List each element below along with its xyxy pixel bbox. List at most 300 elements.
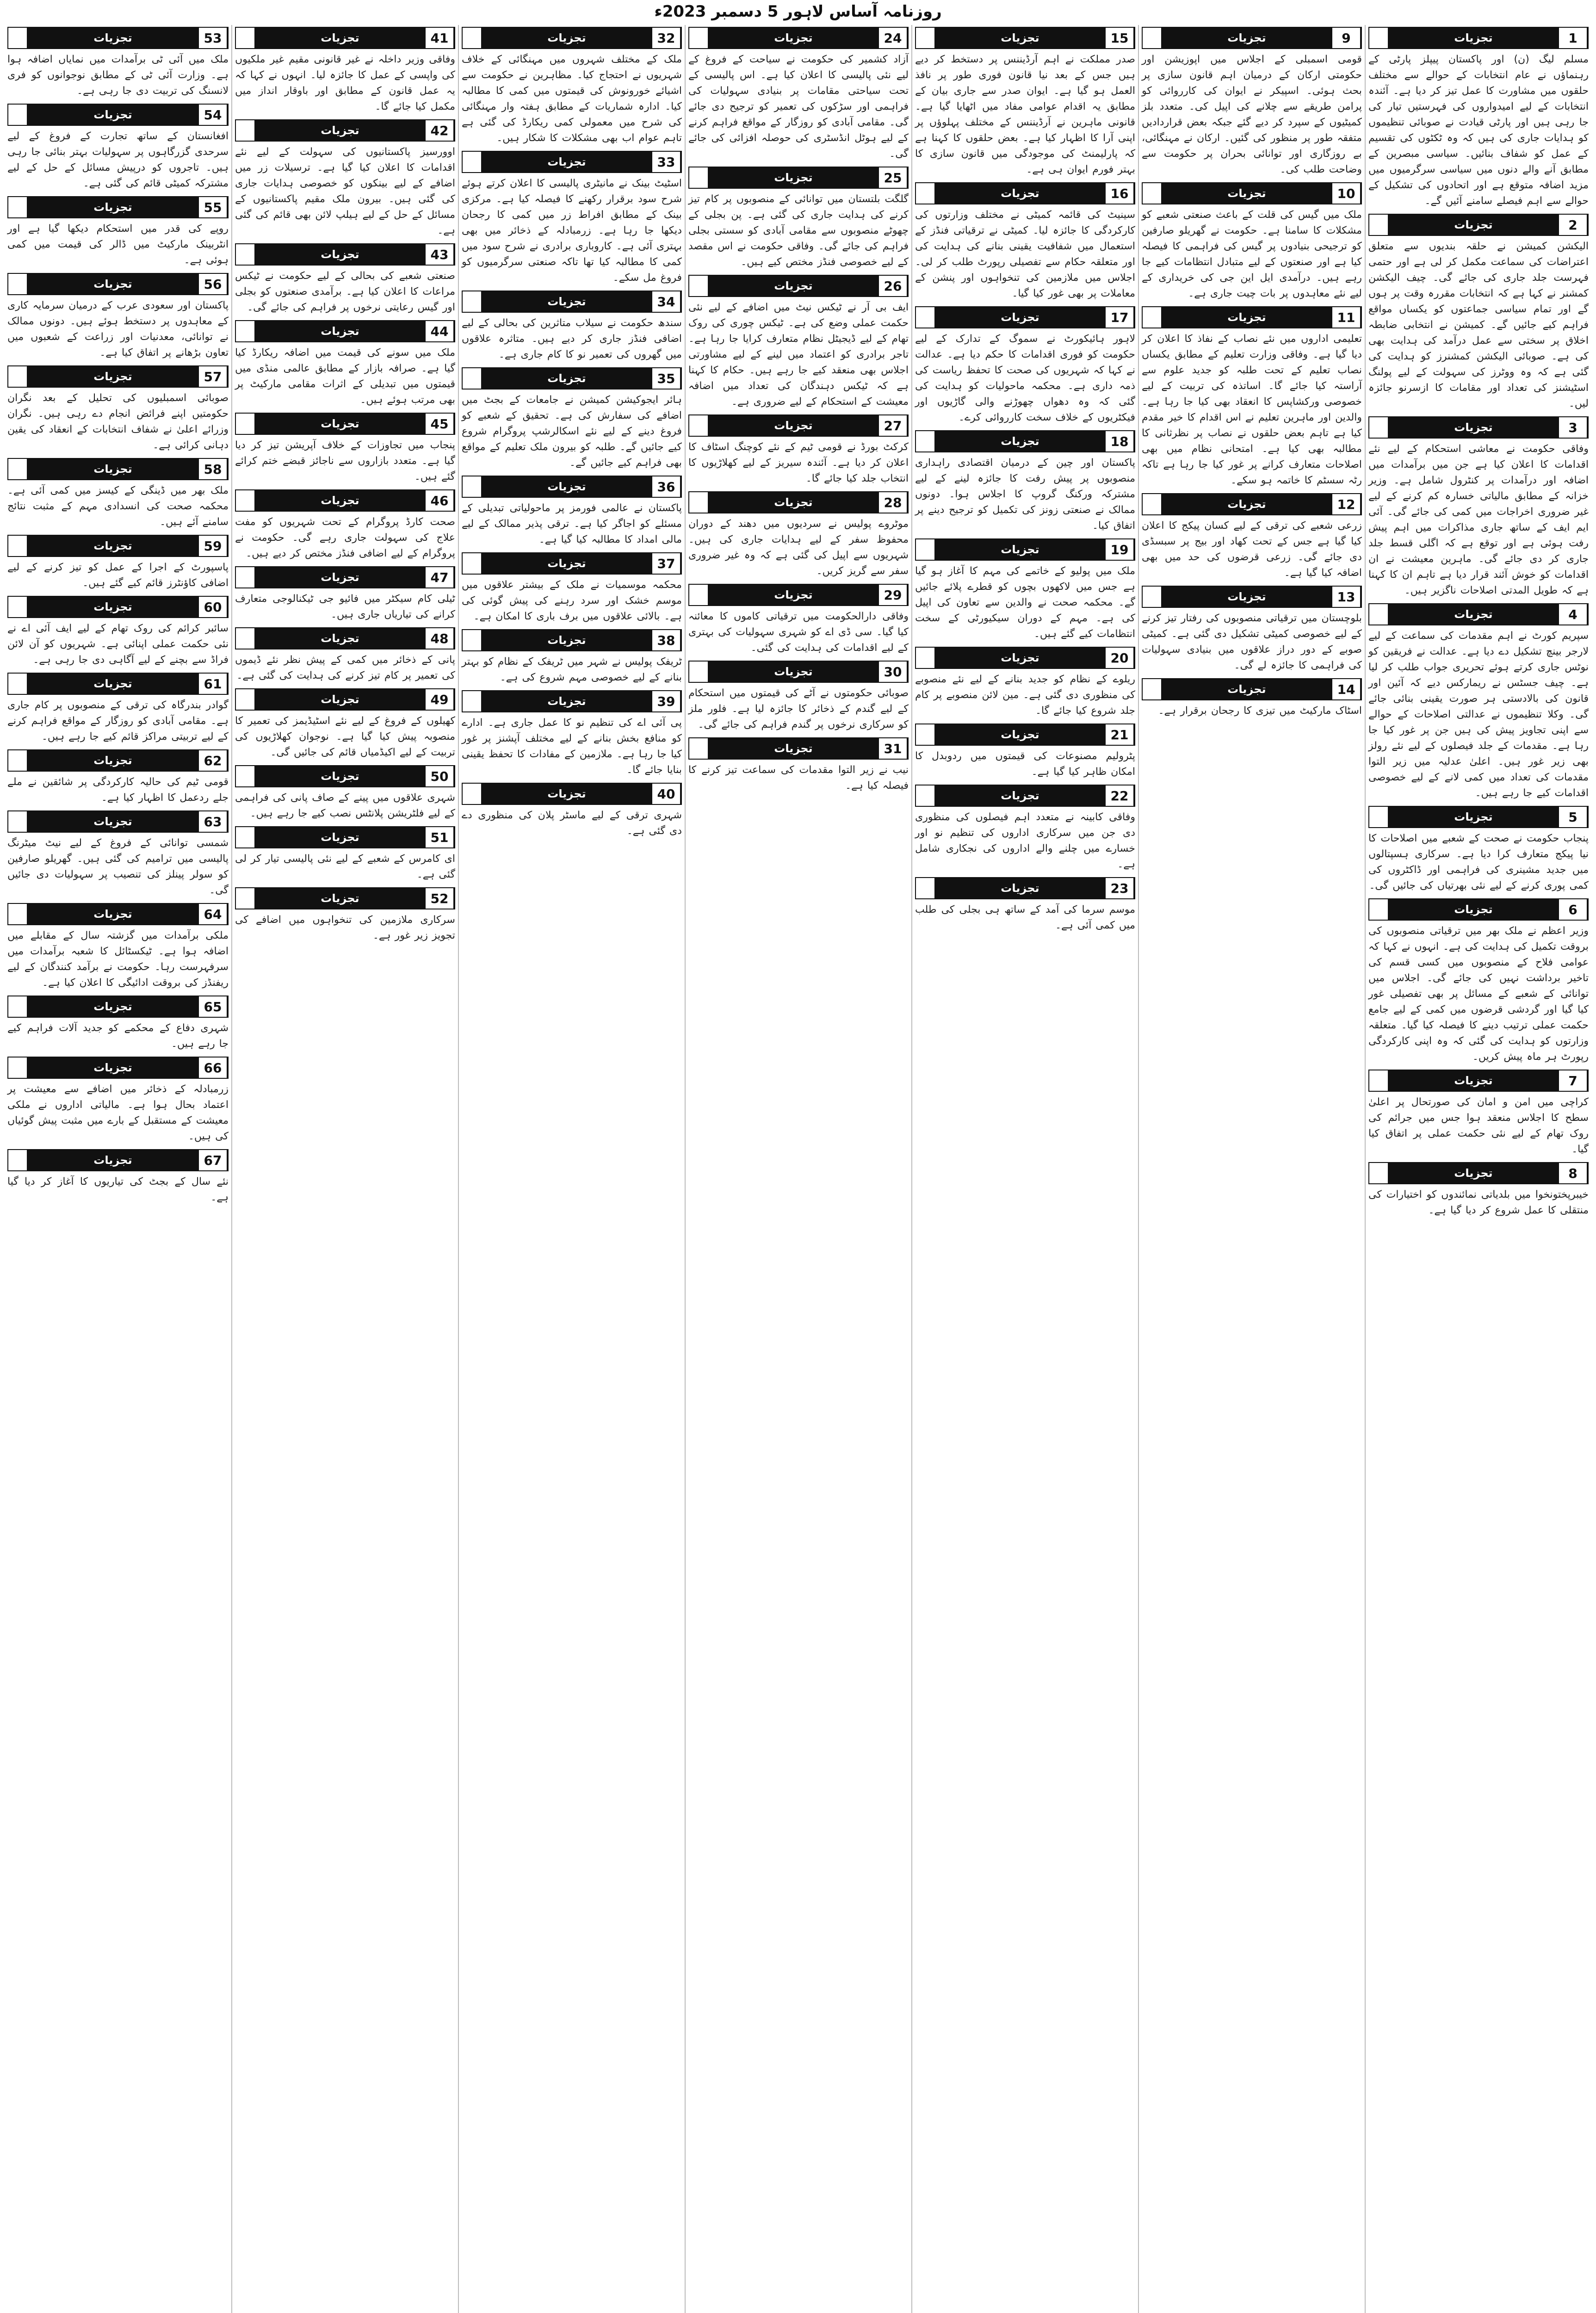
news-item-text: پاکستان اور سعودی عرب کے درمیان سرمایہ کاری کے معاہدوں پر دستخط ہوئے ہیں۔ دونوں ممالک نے توانائی، معدنیات اور زراعت کے شعبوں میں تعاون بڑھانے پر اتفاق کیا ہے۔: [7, 300, 229, 359]
news-item-text: ای کامرس کے شعبے کے لیے نئی پالیسی تیار کر لی گئی ہے۔: [235, 853, 455, 880]
news-item-header: [1142, 493, 1362, 515]
section-label: تجزیات: [1388, 1163, 1559, 1183]
news-item-number: 19: [1106, 539, 1134, 560]
section-label: تجزیات: [934, 307, 1106, 328]
news-item: [915, 430, 1135, 534]
news-item-header: [7, 996, 229, 1018]
section-label: تجزیات: [1161, 679, 1332, 699]
section-label: تجزیات: [27, 996, 199, 1017]
news-item-text: صوبائی حکومتوں نے آٹے کی قیمتوں میں استحکام کے لیے گندم کے ذخائر کا جائزہ لیا ہے۔ فلور ملز کو سرکاری نرخوں پر گندم فراہم کی جائے گی۔: [688, 687, 909, 730]
news-item-number: 42: [426, 120, 454, 141]
news-item-header: [7, 1057, 229, 1079]
news-item: [1142, 182, 1362, 302]
news-item-number: 47: [426, 567, 454, 588]
news-item-number: 38: [652, 630, 681, 650]
news-item: [1368, 603, 1589, 801]
news-item: [1368, 214, 1589, 412]
news-item-header: [915, 430, 1135, 452]
news-item-text: ملکی برآمدات میں گزشتہ سال کے مقابلے میں اضافہ ہوا ہے۔ ٹیکسٹائل کا شعبہ برآمدات میں سرفہرست رہا۔ حکومت نے برآمد کنندگان کے لیے ریفنڈز کی بروقت ادائیگی کا اعلان کیا ہے۔: [7, 930, 229, 989]
section-label: تجزیات: [254, 414, 426, 434]
news-item-number: 14: [1332, 679, 1361, 699]
news-item: [235, 566, 455, 623]
news-item-text: موسم سرما کی آمد کے ساتھ ہی بجلی کی طلب میں کمی آئی ہے۔: [915, 904, 1135, 931]
news-item: [235, 413, 455, 485]
news-item-text: سندھ حکومت نے سیلاب متاثرین کی بحالی کے لیے اضافی فنڈز جاری کر دیے ہیں۔ متاثرہ علاقوں میں گھروں کی تعمیر نو کا کام جاری ہے۔: [462, 317, 682, 360]
news-item-header: [915, 538, 1135, 561]
news-item-text: گلگت بلتستان میں توانائی کے منصوبوں پر کام تیز کرنے کی ہدایت جاری کی گئی ہے۔ پن بجلی کے چھوٹے منصوبوں سے مقامی آبادی کو سستی بجلی فراہم کی جائے گی۔ وفاقی حکومت نے اس مقصد کے لیے خصوصی فنڈز مختص کیے ہیں۔: [688, 193, 909, 268]
news-column: [1365, 25, 1591, 2313]
newspaper-masthead: [0, 0, 1596, 23]
news-item: [462, 783, 682, 839]
news-column: [458, 25, 685, 2313]
news-item-number: 51: [426, 827, 454, 847]
news-item-number: 45: [426, 414, 454, 434]
news-item: [688, 661, 909, 733]
section-label: تجزیات: [1388, 417, 1559, 438]
news-item-text: خیبرپختونخوا میں بلدیاتی نمائندوں کو اختیارات کی منتقلی کا عمل شروع کر دیا گیا ہے۔: [1368, 1189, 1589, 1216]
news-item-number: 20: [1106, 648, 1134, 668]
news-item-header: [7, 27, 229, 49]
news-item-header: [462, 629, 682, 651]
newspaper-page: [5, 25, 1591, 2313]
section-label: تجزیات: [254, 490, 426, 511]
section-label: تجزیات: [1161, 183, 1332, 204]
news-item-number: 33: [652, 152, 681, 172]
news-item-header: [1142, 182, 1362, 204]
section-label: تجزیات: [254, 888, 426, 909]
news-item-number: 28: [879, 492, 908, 513]
news-item: [462, 476, 682, 548]
news-item-text: قومی اسمبلی کے اجلاس میں اپوزیشن اور حکومتی ارکان کے درمیان اہم قانون سازی پر بحث ہوئی۔ اسپیکر نے ایوان کی کارروائی کو پرامن طریقے سے چلانے کی اپیل کی۔ متعدد بلز کمیٹیوں کے سپرد کر دیے گئے جبکہ بعض قراردادیں متفقہ طور پر منظور کی گئیں۔ ارکان نے مہنگائی، بے روزگاری اور توانائی بحران پر حکومت سے وضاحت طلب کی۔: [1142, 54, 1362, 175]
section-label: تجزیات: [1388, 899, 1559, 920]
news-item-header: [235, 826, 455, 848]
news-item: [462, 690, 682, 778]
news-item-text: اوورسیز پاکستانیوں کی سہولت کے لیے نئے اقدامات کا اعلان کیا گیا ہے۔ ترسیلات زر میں اضافے کے لیے بینکوں کو خصوصی ہدایات جاری کی گئی ہیں۔ بیرون ملک مقیم پاکستانیوں کے مسائل کے حل کے لیے ہیلپ لائن بھی قائم کی گئی ہے۔: [235, 146, 455, 236]
news-item-text: کھیلوں کے فروغ کے لیے نئے اسٹیڈیمز کی تعمیر کا منصوبہ پیش کیا گیا ہے۔ نوجوان کھلاڑیوں کی تربیت کے لیے اکیڈمیاں قائم کی جائیں گی۔: [235, 715, 455, 758]
news-item-header: [1368, 416, 1589, 439]
news-item-header: [1142, 586, 1362, 608]
news-item-header: [688, 661, 909, 683]
section-label: تجزیات: [27, 1150, 199, 1170]
news-item: [915, 647, 1135, 719]
news-item: [688, 275, 909, 410]
news-item: [1142, 493, 1362, 581]
news-item: [1368, 1070, 1589, 1157]
news-item-text: شمسی توانائی کے فروغ کے لیے نیٹ میٹرنگ پالیسی میں ترامیم کی گئی ہیں۔ گھریلو صارفین کو سولر پینلز کی تنصیب پر سہولیات دی جائیں گی۔: [7, 837, 229, 896]
news-item-text: پانی کے ذخائر میں کمی کے پیش نظر نئے ڈیموں کی تعمیر پر کام تیز کرنے کی ہدایت کی گئی ہے۔: [235, 654, 455, 681]
news-item-text: پی آئی اے کی تنظیم نو کا عمل جاری ہے۔ ادارے کو منافع بخش بنانے کے لیے مختلف آپشنز پر غور کیا جا رہا ہے۔ ملازمین کے مفادات کا تحفظ یقینی بنایا جائے گا۔: [462, 717, 682, 776]
masthead-title: روزنامہ آساس لاہور 5 دسمبر 2023ء: [654, 2, 942, 21]
section-label: تجزیات: [1161, 28, 1332, 48]
news-item-number: 55: [199, 197, 228, 217]
news-item-header: [462, 367, 682, 390]
news-item: [915, 538, 1135, 642]
news-item-text: صحت کارڈ پروگرام کے تحت شہریوں کو مفت علاج کی سہولت جاری رہے گی۔ حکومت نے پروگرام کے لیے اضافی فنڈز مختص کر دیے ہیں۔: [235, 516, 455, 559]
news-item-text: پاکستان اور چین کے درمیان اقتصادی راہداری منصوبوں پر پیش رفت کا جائزہ لینے کے لیے مشترکہ ورکنگ گروپ کا اجلاس ہوا۔ دونوں ممالک نے صنعتی زونز کی تکمیل کو ترجیح دینے پر اتفاق کیا۔: [915, 457, 1135, 532]
section-label: تجزیات: [481, 784, 652, 804]
news-item: [7, 1149, 229, 1206]
news-item-text: محکمہ موسمیات نے ملک کے بیشتر علاقوں میں موسم خشک اور سرد رہنے کی پیش گوئی کی ہے۔ بالائی علاقوں میں برف باری کا امکان ہے۔: [462, 579, 682, 622]
news-item-number: 11: [1332, 307, 1361, 328]
news-item-text: کرکٹ بورڈ نے قومی ٹیم کے نئے کوچنگ اسٹاف کا اعلان کر دیا ہے۔ آئندہ سیریز کے لیے کھلاڑیوں کا انتخاب جلد کیا جائے گا۔: [688, 441, 909, 484]
news-item-number: 36: [652, 476, 681, 497]
section-label: تجزیات: [27, 1058, 199, 1078]
news-item-header: [7, 596, 229, 618]
news-item: [688, 167, 909, 270]
section-label: تجزیات: [708, 167, 879, 188]
section-label: تجزیات: [481, 476, 652, 497]
news-item-number: 6: [1559, 899, 1588, 920]
news-column: [231, 25, 458, 2313]
news-item: [1142, 586, 1362, 674]
news-item-text: لاہور ہائیکورٹ نے سموگ کے تدارک کے لیے حکومت کو فوری اقدامات کا حکم دیا ہے۔ عدالت نے کہا کہ شہریوں کی صحت کا تحفظ ریاست کی ذمہ داری ہے۔ محکمہ ماحولیات کو ہدایت کی گئی کہ وہ دھواں چھوڑنے والی گاڑیوں اور فیکٹریوں کے خلاف سخت کارروائی کرے۔: [915, 333, 1135, 423]
section-label: تجزیات: [1388, 604, 1559, 625]
news-item-header: [235, 688, 455, 711]
news-item: [1368, 806, 1589, 894]
section-label: تجزیات: [708, 738, 879, 759]
news-item-text: وزیر اعظم نے ملک بھر میں ترقیاتی منصوبوں کی بروقت تکمیل کی ہدایت کی ہے۔ انہوں نے کہا کہ عوامی فلاح کے منصوبوں میں کسی قسم کی تاخیر برداشت نہیں کی جائے گی۔ اجلاس میں توانائی کے شعبے کے مسائل پر بھی تفصیلی غور کیا گیا اور گردشی قرضوں میں کمی کے لیے جامع حکمت عملی ترتیب دینے کا فیصلہ کیا گیا۔ متعلقہ وزارتوں کو ہدایت کی گئی کہ وہ اپنی کارکردگی رپورٹ ہر ماہ پیش کریں۔: [1368, 925, 1589, 1063]
news-item: [462, 151, 682, 286]
news-item-number: 58: [199, 459, 228, 479]
news-item-number: 43: [426, 244, 454, 265]
news-item-text: سائبر کرائم کی روک تھام کے لیے ایف آئی اے نے نئی حکمت عملی اپنائی ہے۔ شہریوں کو آن لائن فراڈ سے بچنے کے لیے آگاہی دی جا رہی ہے۔: [7, 623, 229, 666]
news-item-text: وفاقی کابینہ نے متعدد اہم فیصلوں کی منظوری دی جن میں سرکاری اداروں کی تنظیم نو اور خسارے میں چلنے والے اداروں کی نجکاری شامل ہے۔: [915, 811, 1135, 870]
news-item-header: [235, 243, 455, 266]
news-item-number: 15: [1106, 28, 1134, 48]
news-item-number: 64: [199, 904, 228, 924]
news-item-header: [1142, 306, 1362, 328]
news-item-text: زرعی شعبے کی ترقی کے لیے کسان پیکج کا اعلان کیا گیا ہے جس کے تحت کھاد اور بیج پر سبسڈی دی جائے گی۔ زرعی قرضوں کی حد میں بھی اضافہ کیا گیا ہے۔: [1142, 520, 1362, 579]
news-item-text: ٹیلی کام سیکٹر میں فائیو جی ٹیکنالوجی متعارف کرانے کی تیاریاں جاری ہیں۔: [235, 593, 455, 620]
news-item-number: 32: [652, 28, 681, 48]
news-item-number: 1: [1559, 28, 1588, 48]
news-item-text: ملک بھر میں ڈینگی کے کیسز میں کمی آئی ہے۔ محکمہ صحت کی انسدادی مہم کے مثبت نتائج سامنے آئے ہیں۔: [7, 485, 229, 528]
news-item-header: [235, 119, 455, 142]
news-item: [915, 27, 1135, 178]
section-label: تجزیات: [708, 415, 879, 436]
news-item-header: [915, 877, 1135, 899]
news-item-number: 16: [1106, 183, 1134, 204]
news-item-text: تعلیمی اداروں میں نئے نصاب کے نفاذ کا اعلان کر دیا گیا ہے۔ وفاقی وزارت تعلیم کے مطابق یکساں نصاب تعلیم کے تحت طلبہ کو جدید علوم سے آراستہ کیا جائے گا۔ اساتذہ کی تربیت کے لیے خصوصی ورکشاپس کا انعقاد بھی کیا جا رہا ہے۔ والدین اور ماہرین تعلیم نے اس اقدام کا خیر مقدم کیا ہے تاہم بعض حلقوں نے نصاب پر نظرثانی کا مطالبہ بھی کیا ہے۔ امتحانی نظام میں بھی اصلاحات متعارف کرانے پر غور کیا جا رہا ہے تاکہ رٹہ سسٹم کا خاتمہ ہو سکے۔: [1142, 333, 1362, 486]
news-item-header: [688, 584, 909, 606]
news-item: [1368, 898, 1589, 1065]
news-item-number: 22: [1106, 785, 1134, 806]
news-column: [911, 25, 1138, 2313]
news-item: [915, 306, 1135, 426]
news-item-text: سرکاری ملازمین کی تنخواہوں میں اضافے کی تجویز زیر غور ہے۔: [235, 914, 455, 941]
news-item-header: [7, 273, 229, 295]
section-label: تجزیات: [254, 244, 426, 265]
news-item-text: مسلم لیگ (ن) اور پاکستان پیپلز پارٹی کے رہنماؤں نے عام انتخابات کے حوالے سے مختلف حلقوں میں مشاورت کا عمل تیز کر دیا ہے۔ آئندہ انتخابات کے لیے امیدواروں کی فہرستیں تیار کی جا رہی ہیں اور پارٹی قیادت نے صوبائی تنظیموں کو ہدایات جاری کی ہیں کہ وہ ٹکٹوں کی تقسیم کے عمل کو شفاف بنائیں۔ سیاسی مبصرین کے مطابق آنے والے دنوں میں سیاسی سرگرمیوں میں مزید اضافہ متوقع ہے اور اتحادوں کی تشکیل کے حوالے سے اہم فیصلے سامنے آئیں گے۔: [1368, 54, 1589, 207]
section-label: تجزیات: [27, 811, 199, 832]
news-item: [915, 877, 1135, 934]
news-item: [235, 887, 455, 944]
news-item-text: شہری ترقی کے لیے ماسٹر پلان کی منظوری دے دی گئی ہے۔: [462, 810, 682, 837]
section-label: تجزیات: [27, 28, 199, 48]
section-label: تجزیات: [934, 539, 1106, 560]
news-item: [235, 627, 455, 684]
news-item-number: 49: [426, 689, 454, 710]
news-item: [1142, 678, 1362, 719]
news-item-number: 34: [652, 291, 681, 312]
news-item-header: [462, 27, 682, 49]
news-item: [688, 414, 909, 487]
news-item: [235, 27, 455, 115]
news-item-number: 5: [1559, 807, 1588, 827]
section-label: تجزیات: [27, 750, 199, 771]
news-item-number: 37: [652, 553, 681, 574]
news-item-number: 21: [1106, 724, 1134, 745]
news-item-header: [688, 737, 909, 760]
news-item-header: [1368, 806, 1589, 828]
news-item: [1142, 27, 1362, 178]
news-item-text: ملک میں گیس کی قلت کے باعث صنعتی شعبے کو مشکلات کا سامنا ہے۔ حکومت نے گھریلو صارفین کو ترجیحی بنیادوں پر گیس کی فراہمی کا فیصلہ کیا ہے اور صنعتوں کے لیے متبادل انتظامات کیے جا رہے ہیں۔ درآمدی ایل این جی کی خریداری کے لیے نئے معاہدوں پر بات چیت جاری ہے۔: [1142, 209, 1362, 299]
news-item-number: 23: [1106, 878, 1134, 898]
news-item-text: وفاقی حکومت نے معاشی استحکام کے لیے نئے اقدامات کا اعلان کیا ہے جن میں برآمدات میں اضافہ اور درآمدات پر کنٹرول شامل ہے۔ وزیر خزانہ کے مطابق مالیاتی خسارہ کم کرنے کے لیے غیر ضروری اخراجات میں کمی کی جائے گی۔ آئی ایم ایف کے ساتھ جاری مذاکرات میں اہم پیش رفت ہوئی ہے اور توقع ہے کہ اگلی قسط جلد جاری کر دی جائے گی۔ ماہرین معیشت نے ان اقدامات کو خوش آئند قرار دیا ہے تاہم ان کا کہنا ہے کہ طویل المدتی اصلاحات ناگزیر ہیں۔: [1368, 443, 1589, 596]
section-label: تجزیات: [934, 648, 1106, 668]
news-item-header: [7, 1149, 229, 1171]
section-label: تجزیات: [708, 492, 879, 513]
news-item: [688, 584, 909, 656]
news-item-number: 63: [199, 811, 228, 832]
news-item-number: 13: [1332, 587, 1361, 607]
news-item-header: [915, 27, 1135, 49]
section-label: تجزیات: [1161, 307, 1332, 328]
news-item: [7, 1057, 229, 1144]
news-item-header: [915, 724, 1135, 746]
news-item: [7, 104, 229, 192]
news-item-header: [1368, 27, 1589, 49]
news-item-text: شہری علاقوں میں پینے کے صاف پانی کی فراہمی کے لیے فلٹریشن پلانٹس نصب کیے جا رہے ہیں۔: [235, 792, 455, 819]
news-item: [235, 119, 455, 239]
news-item: [235, 489, 455, 562]
news-item-number: 41: [426, 28, 454, 48]
news-item-header: [7, 903, 229, 925]
section-label: تجزیات: [934, 878, 1106, 898]
news-item-header: [7, 673, 229, 695]
news-item: [235, 243, 455, 315]
news-item-number: 31: [879, 738, 908, 759]
news-item-text: الیکشن کمیشن نے حلقہ بندیوں سے متعلق اعتراضات کی سماعت مکمل کر لی ہے اور حتمی فہرست جلد جاری کی جائے گی۔ چیف الیکشن کمشنر نے کہا ہے کہ انتخابات مقررہ وقت پر ہوں گے اور تمام سیاسی جماعتوں کو یکساں مواقع فراہم کیے جائیں گے۔ کمیشن نے انتخابی ضابطہ اخلاق پر سختی سے عمل درآمد کی ہدایت بھی کی ہے۔ صوبائی الیکشن کمشنرز کو ہدایت کی گئی ہے کہ وہ ووٹرز کی سہولت کے لیے پولنگ اسٹیشنز کی تعداد اور مقامات کا ازسرنو جائزہ لیں۔: [1368, 241, 1589, 409]
news-item-header: [462, 476, 682, 498]
news-item-header: [688, 27, 909, 49]
news-item-header: [688, 491, 909, 513]
news-item-number: 4: [1559, 604, 1588, 625]
news-item: [462, 27, 682, 146]
news-item-header: [915, 785, 1135, 807]
news-item-header: [688, 167, 909, 189]
news-item-text: پٹرولیم مصنوعات کی قیمتوں میں ردوبدل کا امکان ظاہر کیا گیا ہے۔: [915, 750, 1135, 778]
section-label: تجزیات: [27, 197, 199, 217]
news-item-number: 48: [426, 628, 454, 649]
news-item-number: 60: [199, 597, 228, 617]
news-item: [7, 535, 229, 591]
news-item: [688, 491, 909, 579]
news-item-number: 27: [879, 415, 908, 436]
news-item-text: اسٹاک مارکیٹ میں تیزی کا رجحان برقرار ہے۔: [1158, 705, 1362, 717]
news-item-header: [915, 182, 1135, 204]
news-item-text: سینیٹ کی قائمہ کمیٹی نے مختلف وزارتوں کی کارکردگی کا جائزہ لیا۔ کمیٹی نے ترقیاتی فنڈز کے استعمال میں شفافیت یقینی بنانے کی ہدایت کی اور متعلقہ حکام سے تفصیلی رپورٹ طلب کر لی۔ اجلاس میں ملازمین کی تنخواہوں اور پنشن کے معاملات پر بھی غور کیا گیا۔: [915, 209, 1135, 299]
news-item-header: [462, 783, 682, 805]
news-item: [235, 765, 455, 822]
news-item-text: افغانستان کے ساتھ تجارت کے فروغ کے لیے سرحدی گزرگاہوں پر سہولیات بہتر بنائی جا رہی ہیں۔ تاجروں کو درپیش مسائل کے حل کے لیے مشترکہ کمیٹی قائم کی گئی ہے۔: [7, 130, 229, 189]
news-item-header: [7, 104, 229, 126]
news-item-number: 57: [199, 366, 228, 387]
section-label: تجزیات: [934, 28, 1106, 48]
section-label: تجزیات: [934, 724, 1106, 745]
news-item-number: 50: [426, 766, 454, 786]
news-item-header: [7, 196, 229, 218]
news-item-text: گوادر بندرگاہ کی ترقی کے منصوبوں پر کام جاری ہے۔ مقامی آبادی کو روزگار کے مواقع فراہم کرنے کے لیے تربیتی مراکز قائم کیے جا رہے ہیں۔: [7, 699, 229, 742]
section-label: تجزیات: [27, 274, 199, 294]
news-item-number: 7: [1559, 1070, 1588, 1091]
news-item-number: 8: [1559, 1163, 1588, 1183]
section-label: تجزیات: [27, 366, 199, 387]
section-label: تجزیات: [934, 785, 1106, 806]
news-item-text: قومی ٹیم کی حالیہ کارکردگی پر شائقین نے ملے جلے ردعمل کا اظہار کیا ہے۔: [7, 776, 229, 804]
news-item-header: [1142, 678, 1362, 700]
section-label: تجزیات: [27, 105, 199, 125]
news-item: [7, 673, 229, 745]
news-item-text: اسٹیٹ بینک نے مانیٹری پالیسی کا اعلان کرتے ہوئے شرح سود برقرار رکھنے کا فیصلہ کیا ہے۔ مرکزی بینک کے مطابق افراط زر میں کمی کا رجحان دیکھا جا رہا ہے۔ زرمبادلہ کے ذخائر میں بھی بہتری آئی ہے۔ کاروباری برادری نے شرح سود میں کمی کا مطالبہ کیا تھا تاکہ صنعتی سرگرمیوں کو فروغ مل سکے۔: [462, 178, 682, 284]
news-item-number: 2: [1559, 215, 1588, 235]
section-label: تجزیات: [254, 321, 426, 341]
section-label: تجزیات: [481, 691, 652, 711]
news-item: [915, 785, 1135, 872]
news-item-header: [1368, 603, 1589, 625]
section-label: تجزیات: [1388, 807, 1559, 827]
news-item: [7, 365, 229, 453]
news-item: [7, 810, 229, 898]
section-label: تجزیات: [708, 662, 879, 682]
section-label: تجزیات: [27, 536, 199, 556]
news-item: [7, 903, 229, 991]
news-item-header: [235, 566, 455, 588]
news-item-number: 54: [199, 105, 228, 125]
news-item: [1368, 416, 1589, 599]
section-label: تجزیات: [481, 553, 652, 574]
news-item-text: نیب نے زیر التوا مقدمات کی سماعت تیز کرنے کا فیصلہ کیا ہے۔: [688, 764, 909, 792]
news-item-text: زرمبادلہ کے ذخائر میں اضافے سے معیشت پر اعتماد بحال ہوا ہے۔ مالیاتی اداروں نے ملکی معیشت کے مستقبل کے بارے میں مثبت پیش گوئیاں کی ہیں۔: [7, 1083, 229, 1142]
news-item-header: [462, 291, 682, 313]
news-column: [685, 25, 911, 2313]
news-item-header: [462, 552, 682, 575]
news-item-text: ملک میں پولیو کے خاتمے کی مہم کا آغاز ہو گیا ہے جس میں لاکھوں بچوں کو قطرے پلائے جائیں گے۔ محکمہ صحت نے والدین سے تعاون کی اپیل کی ہے۔ مہم کے دوران سیکیورٹی کے سخت انتظامات کیے گئے ہیں۔: [915, 565, 1135, 640]
news-item-header: [915, 306, 1135, 328]
section-label: تجزیات: [708, 276, 879, 296]
section-label: تجزیات: [708, 585, 879, 605]
news-item-number: 3: [1559, 417, 1588, 438]
section-label: تجزیات: [27, 904, 199, 924]
news-item: [915, 724, 1135, 780]
section-label: تجزیات: [481, 630, 652, 650]
news-item: [462, 367, 682, 471]
news-item-number: 18: [1106, 431, 1134, 451]
news-item-header: [1368, 1070, 1589, 1092]
news-item-header: [7, 535, 229, 557]
news-item-header: [1368, 1162, 1589, 1184]
section-label: تجزیات: [1161, 494, 1332, 514]
news-item-text: روپے کی قدر میں استحکام دیکھا گیا ہے اور انٹربینک مارکیٹ میں ڈالر کی قیمت میں کمی ہوئی ہے۔: [7, 223, 229, 266]
news-item-text: شہری دفاع کے محکمے کو جدید آلات فراہم کیے جا رہے ہیں۔: [7, 1022, 229, 1050]
news-item: [235, 320, 455, 408]
news-column: [1138, 25, 1365, 2313]
news-item-number: 67: [199, 1150, 228, 1170]
news-item-header: [7, 810, 229, 833]
section-label: تجزیات: [481, 291, 652, 312]
news-item: [7, 27, 229, 99]
news-item-header: [235, 887, 455, 909]
section-label: تجزیات: [934, 183, 1106, 204]
news-item-number: 26: [879, 276, 908, 296]
news-item-header: [7, 749, 229, 772]
news-item-number: 59: [199, 536, 228, 556]
news-item-header: [235, 27, 455, 49]
news-item-text: کراچی میں امن و امان کی صورتحال پر اعلیٰ سطح کا اجلاس منعقد ہوا جس میں جرائم کی روک تھام کے لیے نئی حکمت عملی پر اتفاق کیا گیا۔: [1368, 1096, 1589, 1155]
news-item: [1368, 1162, 1589, 1218]
news-item-number: 66: [199, 1058, 228, 1078]
news-item-text: ٹریفک پولیس نے شہر میں ٹریفک کے نظام کو بہتر بنانے کے لیے خصوصی مہم شروع کی ہے۔: [462, 656, 682, 683]
news-item-header: [7, 365, 229, 388]
news-item-number: 65: [199, 996, 228, 1017]
news-item-text: ملک میں آئی ٹی برآمدات میں نمایاں اضافہ ہوا ہے۔ وزارت آئی ٹی کے مطابق نوجوانوں کو فری لانسنگ کی تربیت دی جا رہی ہے۔: [7, 54, 229, 97]
news-item-text: پنجاب میں تجاوزات کے خلاف آپریشن تیز کر دیا گیا ہے۔ متعدد بازاروں سے ناجائز قبضے ختم کرائے گئے ہیں۔: [235, 439, 455, 482]
section-label: تجزیات: [254, 689, 426, 710]
section-label: تجزیات: [254, 567, 426, 588]
news-item-header: [235, 627, 455, 649]
news-item-text: وفاقی وزیر داخلہ نے غیر قانونی مقیم غیر ملکیوں کی واپسی کے عمل کا جائزہ لیا۔ انہوں نے کہا کہ یہ عمل قانون کے مطابق اور باوقار انداز میں مکمل کیا جائے گا۔: [235, 54, 455, 112]
section-label: تجزیات: [254, 628, 426, 649]
news-item-number: 62: [199, 750, 228, 771]
news-item-header: [688, 275, 909, 297]
section-label: تجزیات: [1388, 215, 1559, 235]
news-item: [235, 826, 455, 883]
news-item: [7, 273, 229, 361]
news-item: [7, 996, 229, 1052]
section-label: تجزیات: [934, 431, 1106, 451]
news-item-header: [915, 647, 1135, 669]
news-item-number: 40: [652, 784, 681, 804]
section-label: تجزیات: [254, 827, 426, 847]
section-label: تجزیات: [254, 766, 426, 786]
news-item-text: صوبائی اسمبلیوں کی تحلیل کے بعد نگران حکومتیں اپنے فرائض انجام دے رہی ہیں۔ نگران وزرائے اعلیٰ نے شفاف انتخابات کے انعقاد کی یقین دہانی کرائی ہے۔: [7, 392, 229, 451]
news-item-text: بلوچستان میں ترقیاتی منصوبوں کی رفتار تیز کرنے کے لیے خصوصی کمیٹی تشکیل دی گئی ہے۔ کمیٹی صوبے کے دور دراز علاقوں میں بنیادی سہولیات کی فراہمی کا جائزہ لے گی۔: [1142, 612, 1362, 671]
news-item-number: 29: [879, 585, 908, 605]
news-item-text: ریلوے کے نظام کو جدید بنانے کے لیے نئے منصوبے کی منظوری دی گئی ہے۔ مین لائن منصوبے پر کام جلد شروع کیا جائے گا۔: [915, 674, 1135, 717]
section-label: تجزیات: [708, 28, 879, 48]
news-item-number: 30: [879, 662, 908, 682]
news-item: [235, 688, 455, 761]
news-item-header: [235, 489, 455, 512]
news-item-header: [688, 414, 909, 437]
news-item-text: پاسپورٹ کے اجرا کے عمل کو تیز کرنے کے لیے اضافی کاؤنٹرز قائم کیے گئے ہیں۔: [7, 562, 229, 589]
news-item-number: 46: [426, 490, 454, 511]
news-item-header: [235, 413, 455, 435]
section-label: تجزیات: [481, 152, 652, 172]
news-item-number: 25: [879, 167, 908, 188]
news-item-header: [462, 151, 682, 173]
news-item-header: [462, 690, 682, 712]
section-label: تجزیات: [27, 459, 199, 479]
news-item-text: ملک میں سونے کی قیمت میں اضافہ ریکارڈ کیا گیا ہے۔ صرافہ بازار کے مطابق عالمی منڈی میں قیمتوں میں تبدیلی کے اثرات مقامی مارکیٹ پر بھی مرتب ہوئے ہیں۔: [235, 347, 455, 406]
news-item-text: پاکستان نے عالمی فورمز پر ماحولیاتی تبدیلی کے مسئلے کو اجاگر کیا ہے۔ ترقی پذیر ممالک کے لیے مالی امداد کا مطالبہ کیا گیا ہے۔: [462, 502, 682, 545]
news-item-header: [1368, 898, 1589, 921]
news-item-text: سپریم کورٹ نے اہم مقدمات کی سماعت کے لیے لارجر بینچ تشکیل دے دیا ہے۔ عدالت نے فریقین کو نوٹس جاری کرتے ہوئے تحریری جواب طلب کر لیا ہے۔ چیف جسٹس نے ریمارکس دیے کہ آئین اور قانون کی بالادستی ہر صورت یقینی بنائی جائے گی۔ وکلا تنظیموں نے عدالتی اصلاحات کے حوالے سے اپنی تجاویز پیش کی ہیں جن پر غور کیا جا رہا ہے۔ مقدمات کے جلد فیصلوں کے لیے نئے رولز بھی زیر غور ہیں۔ اعلیٰ عدلیہ میں زیر التوا مقدمات کی تعداد میں کمی لانے کے لیے خصوصی اقدامات کیے جا رہے ہیں۔: [1368, 630, 1589, 799]
news-item-number: 17: [1106, 307, 1134, 328]
news-item: [1368, 27, 1589, 209]
news-item: [7, 196, 229, 268]
news-item-text: نئے سال کے بجٹ کی تیاریوں کا آغاز کر دیا گیا ہے۔: [7, 1176, 229, 1203]
